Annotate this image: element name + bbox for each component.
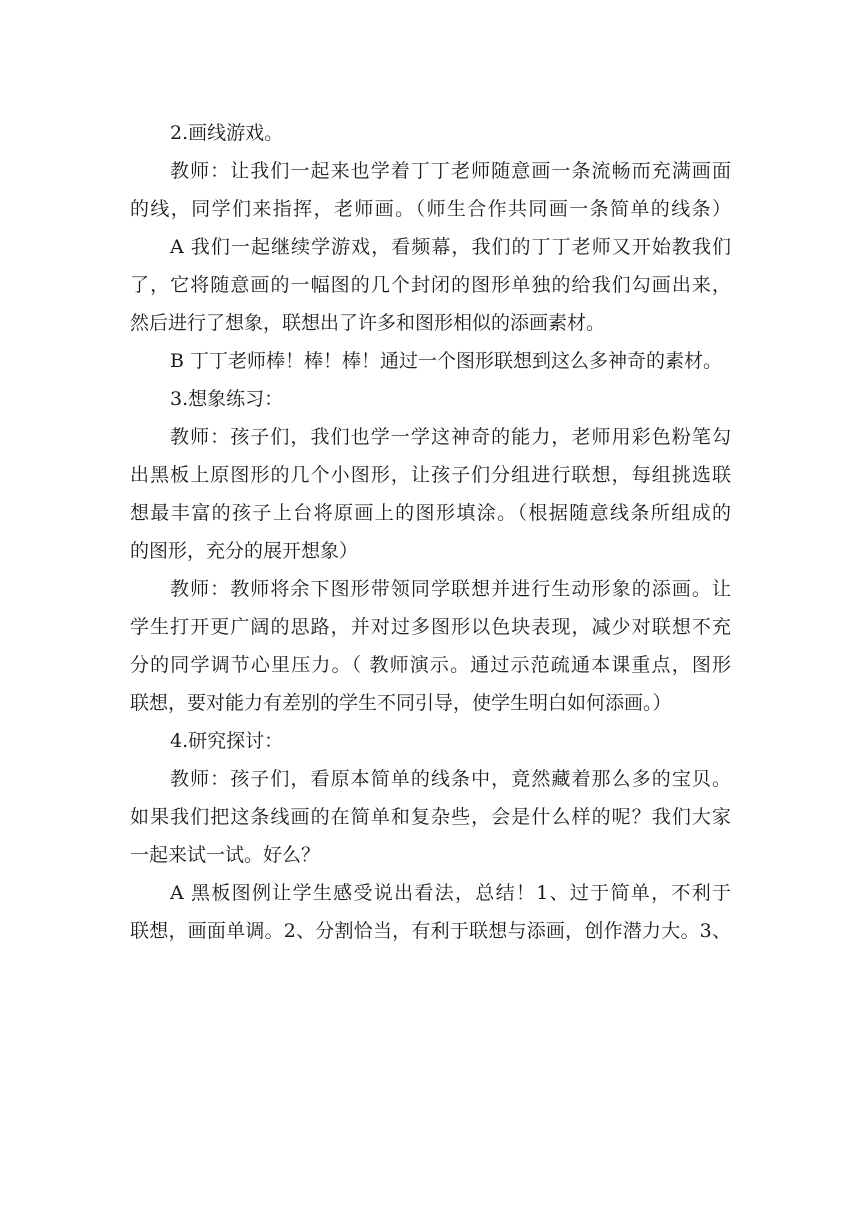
paragraph-line: 学生打开更广阔的思路，并对过多图形以色块表现，减少对联想不充	[130, 616, 731, 638]
section-heading: 2.画线游戏。	[170, 122, 284, 144]
paragraph-line: 的线，同学们来指挥，老师画。（师生合作共同画一条简单的线条）	[130, 198, 731, 220]
paragraph-line: 教师：教师将余下图形带领同学联想并进行生动形象的添画。让	[170, 578, 731, 600]
paragraph-line: 了，它将随意画的一幅图的几个封闭的图形单独的给我们勾画出来，	[130, 274, 731, 296]
paragraph-line: 想最丰富的孩子上台将原画上的图形填涂。（根据随意线条所组成的	[130, 502, 731, 524]
paragraph-line: 出黑板上原图形的几个小图形，让孩子们分组进行联想，每组挑选联	[130, 464, 731, 486]
paragraph-line: 教师：孩子们，看原本简单的线条中，竟然藏着那么多的宝贝。	[170, 768, 731, 790]
paragraph-line: 联想，要对能力有差别的学生不同引导，使学生明白如何添画。）	[130, 692, 672, 714]
paragraph-line: 如果我们把这条线画的在简单和复杂些，会是什么样的呢？我们大家	[130, 806, 731, 828]
section-heading: 4.研究探讨：	[170, 730, 284, 752]
paragraph-line: 教师：孩子们，我们也学一学这神奇的能力，老师用彩色粉笔勾	[170, 426, 731, 448]
paragraph-line: 联想，画面单调。2、分割恰当，有利于联想与添画，创作潜力大。3、	[130, 920, 731, 942]
paragraph-line: 一起来试一试。好么？	[130, 844, 321, 866]
document-body	[130, 114, 731, 950]
paragraph-line: 分的同学调节心里压力。（ 教师演示。通过示范疏通本课重点，图形	[130, 654, 731, 676]
section-heading: 3.想象练习：	[170, 388, 284, 410]
paragraph-line: B 丁丁老师棒！棒！棒！通过一个图形联想到这么多神奇的素材。	[170, 350, 723, 372]
paragraph-line: 教师：让我们一起来也学着丁丁老师随意画一条流畅而充满画面	[170, 160, 731, 182]
paragraph-line: A 黑板图例让学生感受说出看法，总结！1、过于简单，不利于	[170, 882, 731, 904]
paragraph-line: 的图形，充分的展开想象）	[130, 540, 359, 562]
paragraph-line: 然后进行了想象，联想出了许多和图形相似的添画素材。	[130, 312, 606, 334]
paragraph-line: A 我们一起继续学游戏，看频幕，我们的丁丁老师又开始教我们	[170, 236, 731, 258]
